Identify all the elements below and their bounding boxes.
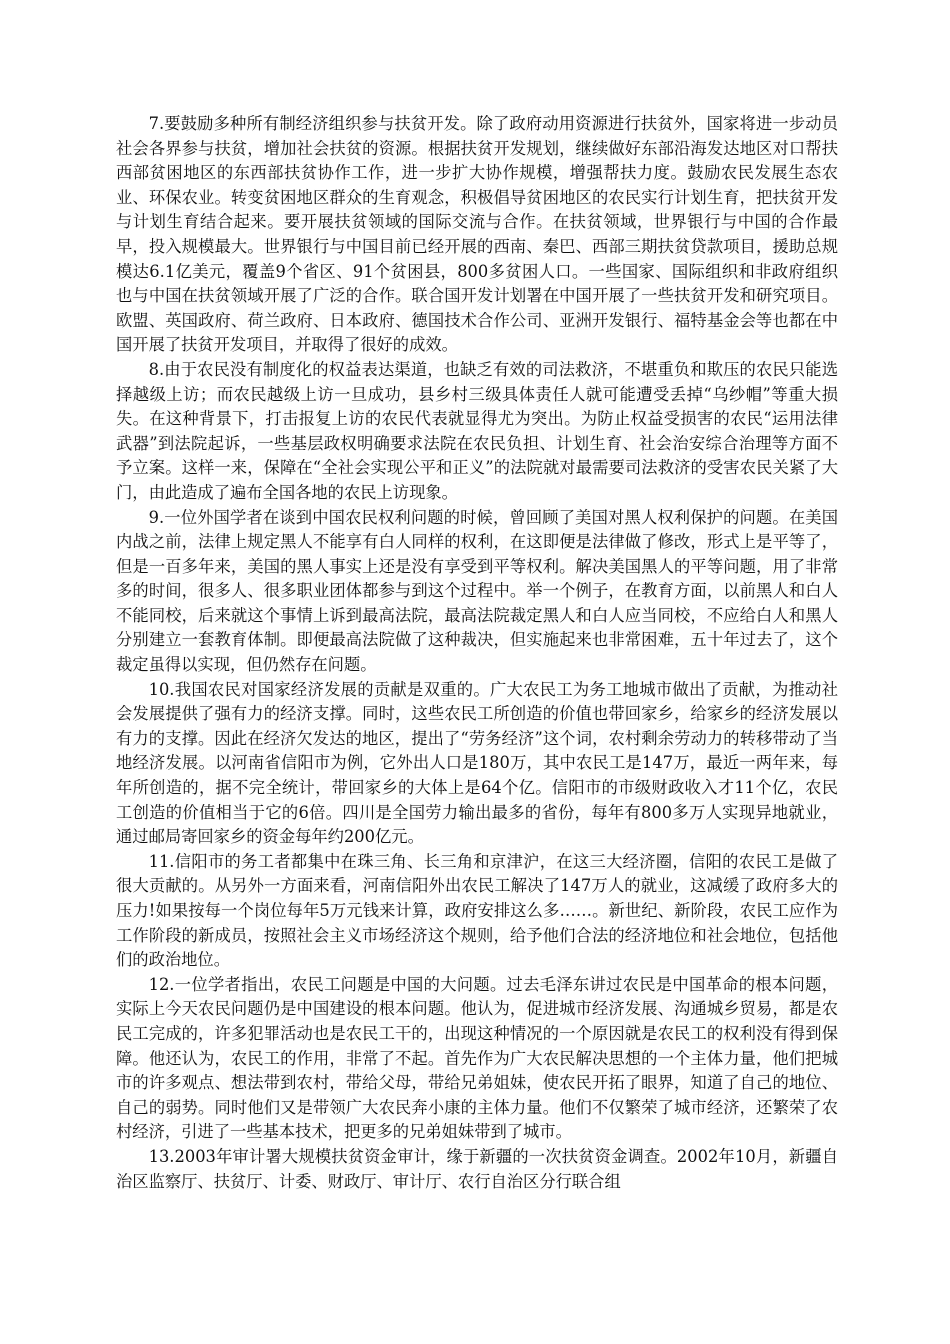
document-body — [116, 112, 838, 1194]
paragraph-9: 9.一位外国学者在谈到中国农民权利问题的时候，曾回顾了美国对黑人权利保护的问题。在美国内战之前，法律上规定黑人不能享有白人同样的权利，在这即便是法律做了修改，形式上是平等了，但是一百多年来，美国的黑人事实上还是没有享受到平等权利。解决美国黑人的平等问题，用了非常多的时间，很多人、很多职业团体都参与到这个过程中。举一个例子，在教育方面，以前黑人和白人不能同校，后来就这个事情上诉到最高法院，最高法院裁定黑人和白人应当同校，不应给白人和黑人分别建立一套教育体制。即便最高法院做了这种裁决，但实施起来也非常困难，五十年过去了，这个裁定虽得以实现，但仍然存在问题。 — [116, 507, 838, 675]
paragraph-12: 12.一位学者指出，农民工问题是中国的大问题。过去毛泽东讲过农民是中国革命的根本问题，实际上今天农民问题仍是中国建设的根本问题。他认为，促进城市经济发展、沟通城乡贸易，都是农民工完成的，许多犯罪活动也是农民工干的，出现这种情况的一个原因就是农民工的权利没有得到保障。他还认为，农民工的作用，非常了不起。首先作为广大农民解决思想的一个主体力量，他们把城市的许多观点、想法带到农村，带给父母，带给兄弟姐妹，使农民开拓了眼界，知道了自己的地位、自己的弱势。同时他们又是带领广大农民奔小康的主体力量。他们不仅繁荣了城市经济，还繁荣了农村经济，引进了一些基本技术，把更多的兄弟姐妹带到了城市。 — [116, 974, 838, 1142]
paragraph-10: 10.我国农民对国家经济发展的贡献是双重的。广大农民工为务工地城市做出了贡献，为推动社会发展提供了强有力的经济支撑。同时，这些农民工所创造的价值也带回家乡，给家乡的经济发展以有力的支撑。因此在经济欠发达的地区，提出了“劳务经济”这个词，农村剩余劳动力的转移带动了当地经济发展。以河南省信阳市为例，它外出人口是180万，其中农民工是147万，最近一两年来，每年所创造的，据不完全统计，带回家乡的大体上是64个亿。信阳市的市级财政收入才11个亿，农民工创造的价值相当于它的6倍。四川是全国劳力输出最多的省份，每年有800多万人实现异地就业，通过邮局寄回家乡的资金每年约200亿元。 — [116, 679, 838, 847]
paragraph-7: 7.要鼓励多种所有制经济组织参与扶贫开发。除了政府动用资源进行扶贫外，国家将进一步动员社会各界参与扶贫，增加社会扶贫的资源。根据扶贫开发规划，继续做好东部沿海发达地区对口帮扶西部贫困地区的东西部扶贫协作工作，进一步扩大协作规模，增强帮扶力度。鼓励农民发展生态农业、环保农业。转变贫困地区群众的生育观念，积极倡导贫困地区的农民实行计划生育，把扶贫开发与计划生育结合起来。要开展扶贫领域的国际交流与合作。在扶贫领域，世界银行与中国的合作最早，投入规模最大。世界银行与中国目前已经开展的西南、秦巴、西部三期扶贫贷款项目，援助总规模达6.1亿美元，覆盖9个省区、91个贫困县，800多贫困人口。一些国家、国际组织和非政府组织也与中国在扶贫领域开展了广泛的合作。联合国开发计划署在中国开展了一些扶贫开发和研究项目。欧盟、英国政府、荷兰政府、日本政府、德国技术合作公司、亚洲开发银行、福特基金会等也都在中国开展了扶贫开发项目，并取得了很好的成效。 — [116, 114, 838, 355]
paragraph-11: 11.信阳市的务工者都集中在珠三角、长三角和京津沪，在这三大经济圈，信阳的农民工是做了很大贡献的。从另外一方面来看，河南信阳外出农民工解决了147万人的就业，这减缓了政府多大的压力!如果按每一个岗位每年5万元钱来计算，政府安排这么多……。新世纪、新阶段，农民工应作为工作阶段的新成员，按照社会主义市场经济这个规则，给予他们合法的经济地位和社会地位，包括他们的政治地位。 — [116, 851, 838, 970]
paragraph-8: 8.由于农民没有制度化的权益表达渠道，也缺乏有效的司法救济，不堪重负和欺压的农民只能选择越级上访；而农民越级上访一旦成功，县乡村三级具体责任人就可能遭受丢掉“乌纱帽”等重大损失。在这种背景下，打击报复上访的农民代表就显得尤为突出。为防止权益受损害的农民“运用法律武器”到法院起诉，一些基层政权明确要求法院在农民负担、计划生育、社会治安综合治理等方面不予立案。这样一来，保障在“全社会实现公平和正义”的法院就对最需要司法救济的受害农民关紧了大门，由此造成了遍布全国各地的农民上访现象。 — [116, 359, 838, 502]
paragraph-13: 13.2003年审计署大规模扶贫资金审计，缘于新疆的一次扶贫资金调查。2002年10月，新疆自治区监察厅、扶贫厅、计委、财政厅、审计厅、农行自治区分行联合组 — [116, 1146, 838, 1191]
